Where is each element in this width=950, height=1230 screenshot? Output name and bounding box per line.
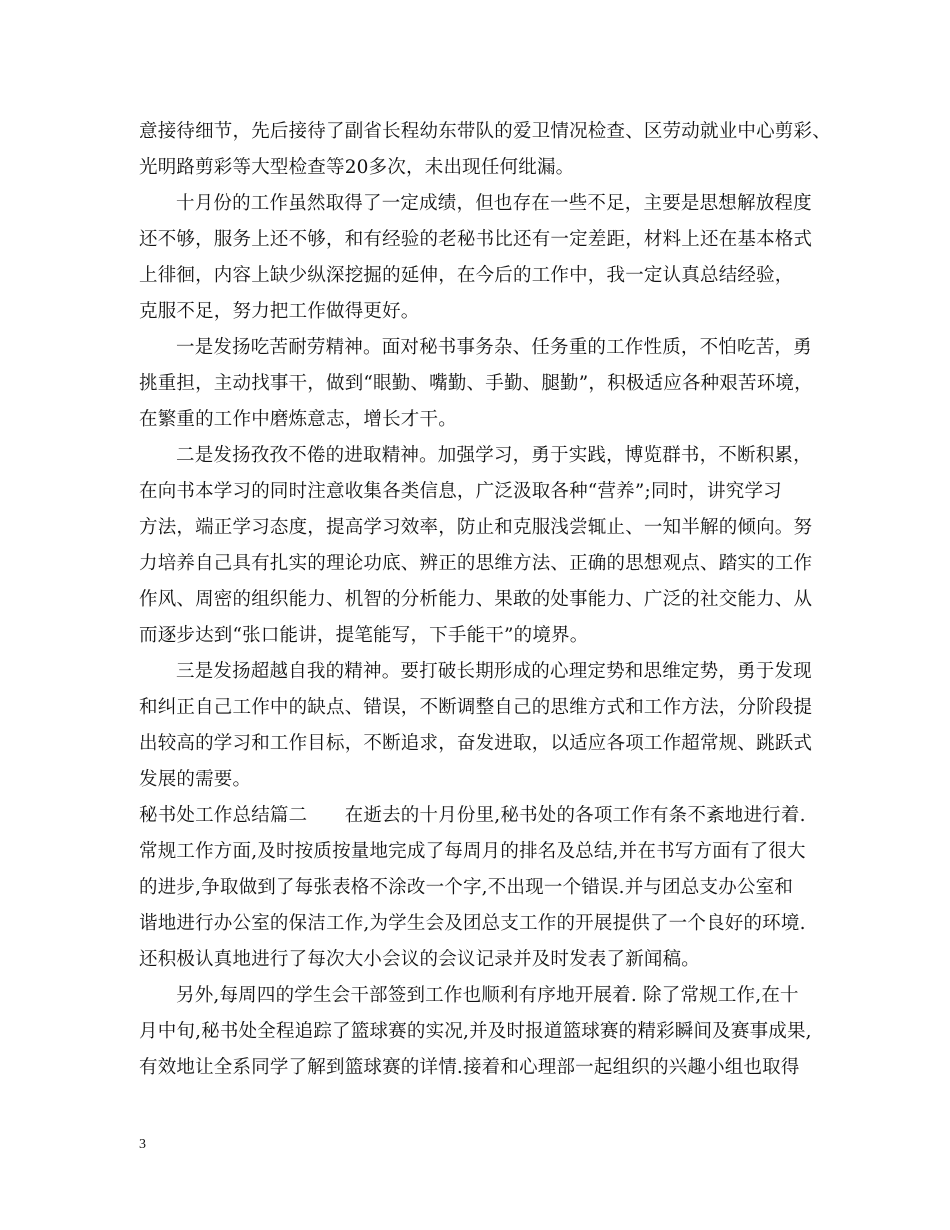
text-line: 有效地让全系同学了解到篮球赛的详情.接着和心理部一起组织的兴趣小组也取得 — [139, 1057, 800, 1078]
text-line: 和纠正自己工作中的缺点、错误，不断调整自己的思维方式和工作方法，分阶段提 — [139, 697, 813, 718]
paragraph-start-line: 一是发扬吃苦耐劳精神。面对秘书事务杂、任务重的工作性质，不怕吃苦，勇 — [176, 337, 812, 358]
paragraph-start-line: 另外,每周四的学生会干部签到工作也顺利有序地开展着. 除了常规工作,在十 — [176, 985, 799, 1006]
text-line: 谐地进行办公室的保洁工作,为学生会及团总支工作的开展提供了一个良好的环境. — [139, 913, 806, 934]
paragraph-start-line: 三是发扬超越自我的精神。要打破长期形成的心理定势和思维定势，勇于发现 — [176, 661, 812, 682]
text-line: 出较高的学习和工作目标，不断追求，奋发进取，以适应各项工作超常规、跳跃式 — [139, 733, 813, 754]
text-line: 方法，端正学习态度，提高学习效率，防止和克服浅尝辄止、一知半解的倾向。努 — [139, 517, 813, 538]
text-line: 月中旬,秘书处全程追踪了篮球赛的实况,并及时报道篮球赛的精彩瞬间及赛事成果, — [139, 1021, 812, 1042]
text-line: 在向书本学习的同时注意收集各类信息，广泛汲取各种“营养”;同时，讲究学习 — [139, 481, 782, 502]
text-line: 还积极认真地进行了每次大小会议的会议记录并及时发表了新闻稿。 — [139, 949, 701, 970]
section-heading-line: 秘书处工作总结篇二 在逝去的十月份里,秘书处的各项工作有条不紊地进行着. — [139, 805, 806, 826]
text-line: 的进步,争取做到了每张表格不涂改一个字,不出现一个错误.并与团总支办公室和 — [139, 877, 794, 898]
text-line: 发展的需要。 — [139, 769, 252, 790]
paragraph-start-line: 十月份的工作虽然取得了一定成绩，但也存在一些不足，主要是思想解放程度 — [176, 193, 812, 214]
text-line: 在繁重的工作中磨炼意志，增长才干。 — [139, 409, 457, 430]
text-line: 常规工作方面,及时按质按量地完成了每周月的排名及总结,并在书写方面有了很大 — [139, 841, 806, 862]
page-number: 3 — [139, 1137, 146, 1152]
text-line: 而逐步达到“张口能讲，提笔能写，下手能干”的境界。 — [139, 625, 589, 646]
text-line: 克服不足，努力把工作做得更好。 — [139, 301, 420, 322]
paragraph-start-line: 二是发扬孜孜不倦的进取精神。加强学习，勇于实践，博览群书，不断积累， — [176, 445, 812, 466]
text-line: 意接待细节，先后接待了副省长程幼东带队的爱卫情况检查、区劳动就业中心剪彩、 — [139, 121, 831, 142]
text-line: 光明路剪彩等大型检查等20多次，未出现任何纰漏。 — [139, 157, 575, 178]
text-line: 还不够，服务上还不够，和有经验的老秘书比还有一定差距，材料上还在基本格式 — [139, 229, 813, 250]
text-line: 挑重担，主动找事干，做到“眼勤、嘴勤、手勤、腿勤”，积极适应各种艰苦环境， — [139, 373, 813, 394]
text-line: 力培养自己具有扎实的理论功底、辨正的思维方法、正确的思想观点、踏实的工作 — [139, 553, 813, 574]
text-line: 上徘徊，内容上缺少纵深挖掘的延伸，在今后的工作中，我一定认真总结经验， — [139, 265, 794, 286]
text-line: 作风、周密的组织能力、机智的分析能力、果敢的处事能力、广泛的社交能力、从 — [139, 589, 813, 610]
